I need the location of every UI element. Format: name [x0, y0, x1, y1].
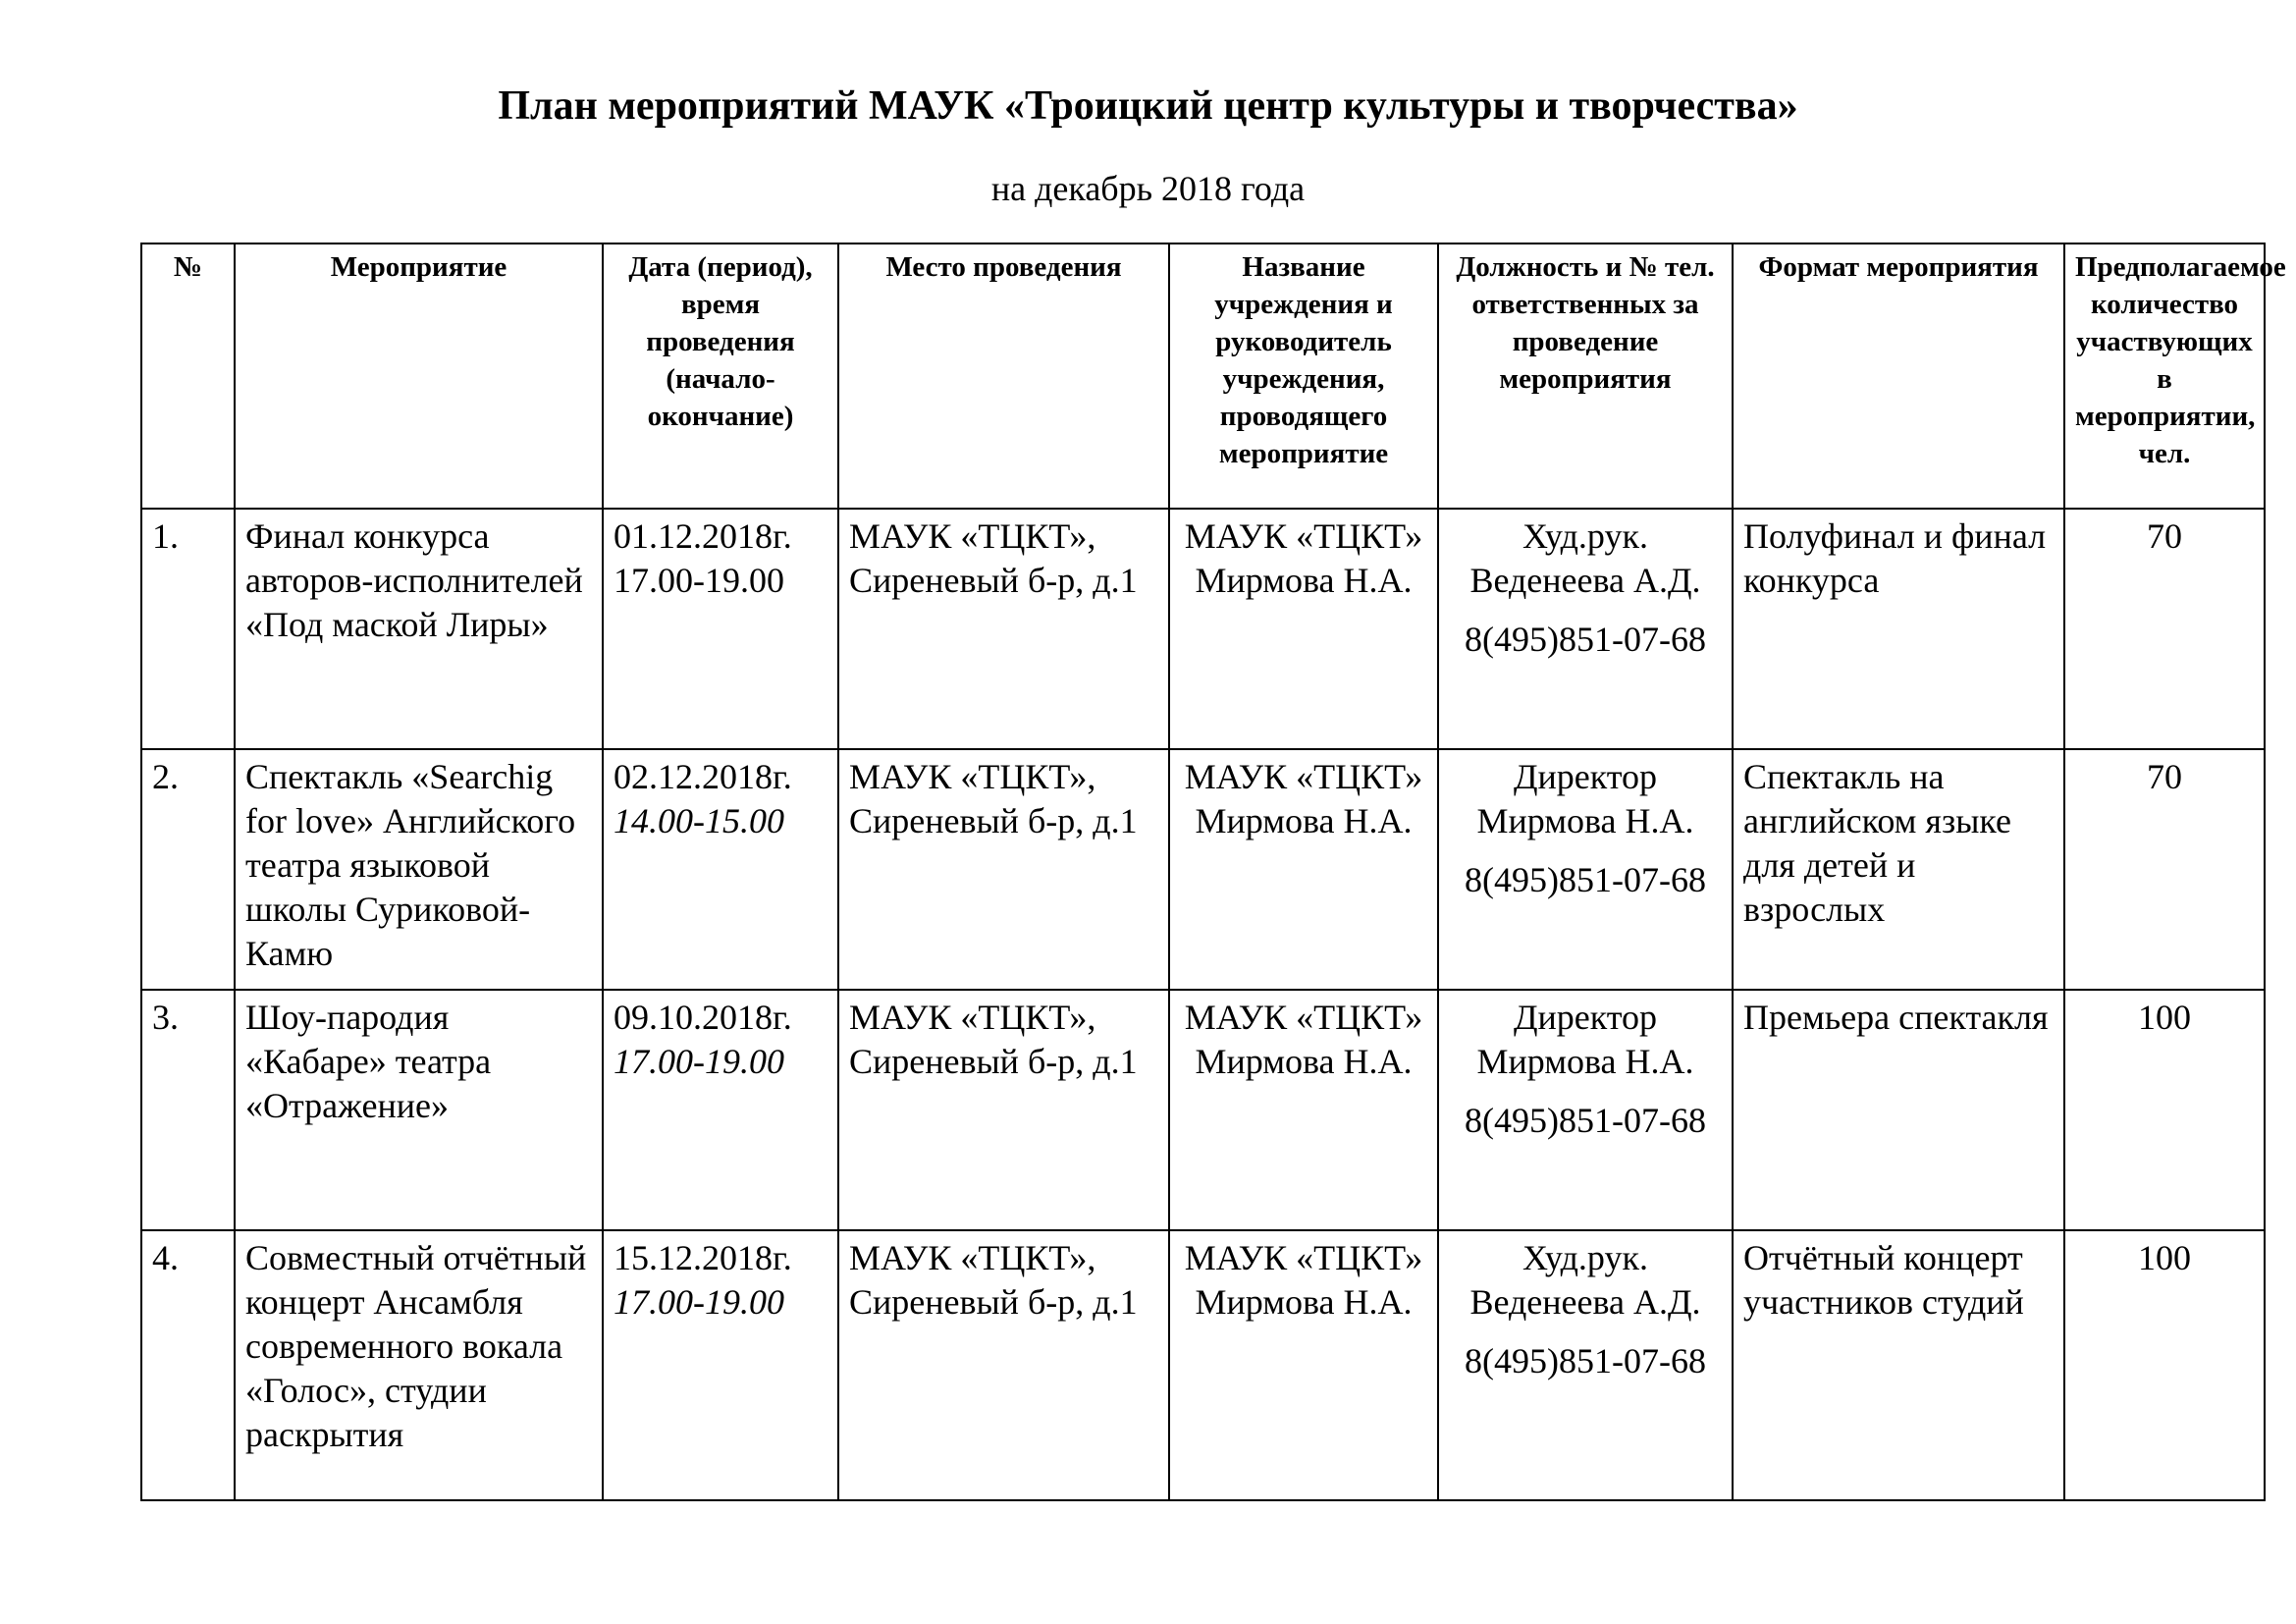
row-date-value: 15.12.2018г.: [614, 1238, 792, 1277]
row-phone: 8(495)851-07-68: [1465, 620, 1706, 659]
table-row: [141, 509, 2265, 749]
row-time-value: 17.00-19.00: [614, 561, 784, 600]
row-responsible: [1438, 509, 1733, 749]
row-responsible: [1438, 990, 1733, 1230]
row-responsible-person: Худ.рук. Веденеева А.Д.: [1469, 516, 1701, 600]
row-responsible-person: Директор Мирмова Н.А.: [1476, 998, 1694, 1081]
row-count: 70: [2064, 749, 2265, 990]
row-num: 1.: [141, 509, 235, 749]
row-org: МАУК «ТЦКТ» Мирмова Н.А.: [1169, 749, 1438, 990]
document-subtitle: на декабрь 2018 года: [990, 169, 1306, 208]
table-row: [141, 990, 2265, 1230]
row-num: 2.: [141, 749, 235, 990]
row-count: 70: [2064, 509, 2265, 749]
header-responsible: Должность и № тел. ответственных за проведение мероприятия: [1438, 244, 1733, 509]
row-event-text: Совместный отчётный концерт Ансамбля современного вокала «Голос», студии раскрытия: [245, 1238, 587, 1454]
row-date: [603, 1230, 838, 1500]
row-date: [603, 509, 838, 749]
row-event: Шоу-пародия «Кабаре» театра «Отражение»: [235, 990, 603, 1230]
row-time-value: 14.00-15.00: [614, 801, 784, 840]
row-num: 4.: [141, 1230, 235, 1500]
row-place: МАУК «ТЦКТ», Сиреневый б-р, д.1: [838, 509, 1169, 749]
row-date: [603, 990, 838, 1230]
document-title: План мероприятий МАУК «Троицкий центр культуры и творчества»: [498, 83, 1798, 129]
row-time-value: 17.00-19.00: [614, 1042, 784, 1081]
header-num: №: [141, 244, 235, 509]
table-row: [141, 749, 2265, 990]
row-event: [235, 1230, 603, 1500]
row-format: Отчётный концерт участников студий: [1733, 1230, 2064, 1500]
header-place: Место проведения: [838, 244, 1169, 509]
row-phone: 8(495)851-07-68: [1465, 1101, 1706, 1140]
header-event: Мероприятие: [235, 244, 603, 509]
row-event: Спектакль «Searchig for love» Английского театра языковой школы Суриковой-Камю: [235, 749, 603, 990]
row-responsible: [1438, 1230, 1733, 1500]
table-header-row: [141, 244, 2265, 509]
row-place: МАУК «ТЦКТ», Сиреневый б-р, д.1: [838, 749, 1169, 990]
table-row: [141, 1230, 2265, 1500]
header-date: Дата (период), время проведения (начало-окончание): [603, 244, 838, 509]
row-responsible-person: Директор Мирмова Н.А.: [1476, 757, 1694, 840]
row-responsible: [1438, 749, 1733, 990]
row-date-value: 09.10.2018г.: [614, 998, 792, 1037]
row-date: [603, 749, 838, 990]
header-count: Предполагаемое количество участвующих в мероприятии, чел.: [2064, 244, 2265, 509]
header-org: Название учреждения и руководитель учреждения, проводящего мероприятие: [1169, 244, 1438, 509]
row-date-value: 01.12.2018г.: [614, 516, 792, 556]
row-format: Премьера спектакля: [1733, 990, 2064, 1230]
row-org: МАУК «ТЦКТ» Мирмова Н.А.: [1169, 1230, 1438, 1500]
row-format: Полуфинал и финал конкурса: [1733, 509, 2064, 749]
row-count: 100: [2064, 1230, 2265, 1500]
row-org: МАУК «ТЦКТ» Мирмова Н.А.: [1169, 990, 1438, 1230]
row-responsible-person: Худ.рук. Веденеева А.Д.: [1469, 1238, 1701, 1322]
row-org: МАУК «ТЦКТ» Мирмова Н.А.: [1169, 509, 1438, 749]
row-time-value: 17.00-19.00: [614, 1282, 784, 1322]
row-place: МАУК «ТЦКТ», Сиреневый б-р, д.1: [838, 1230, 1169, 1500]
events-table: [140, 243, 2286, 1501]
row-format: Спектакль на английском языке для детей и взрослых: [1733, 749, 2064, 990]
row-count: 100: [2064, 990, 2265, 1230]
row-phone: 8(495)851-07-68: [1465, 860, 1706, 899]
row-date-value: 02.12.2018г.: [614, 757, 792, 796]
row-phone: 8(495)851-07-68: [1465, 1341, 1706, 1380]
row-num: 3.: [141, 990, 235, 1230]
row-event: Финал конкурса авторов-исполнителей «Под маской Лиры»: [235, 509, 603, 749]
header-format: Формат мероприятия: [1733, 244, 2064, 509]
row-place: МАУК «ТЦКТ», Сиреневый б-р, д.1: [838, 990, 1169, 1230]
